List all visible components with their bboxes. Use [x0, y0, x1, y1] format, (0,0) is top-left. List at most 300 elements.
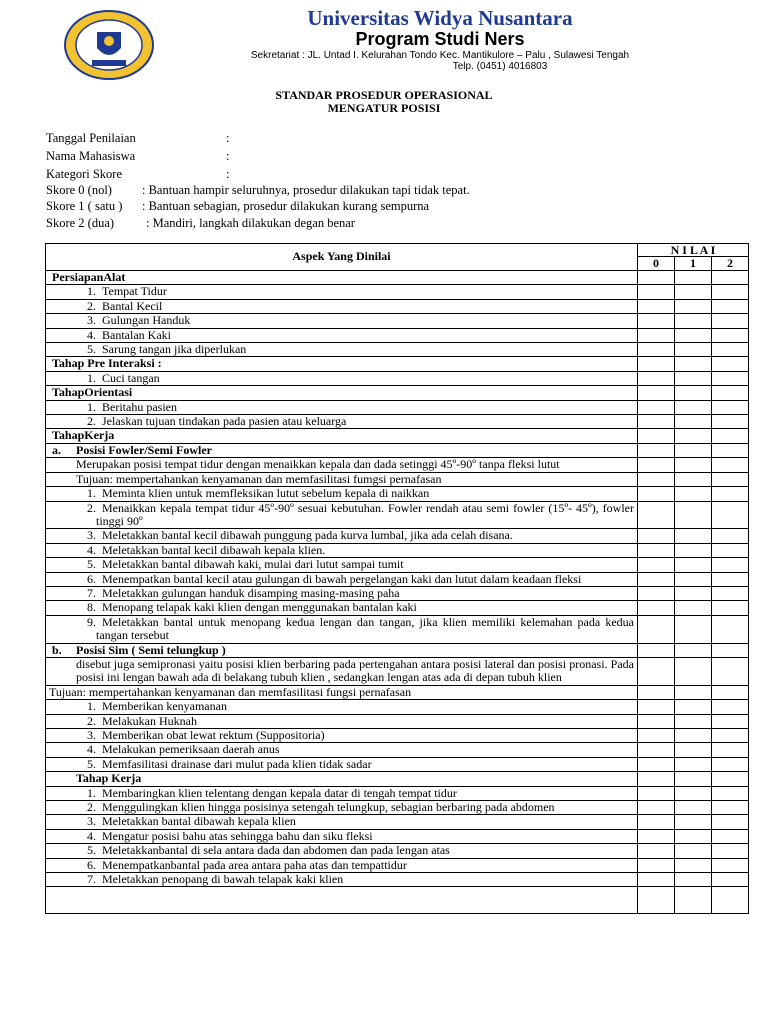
table-row: [46, 844, 749, 858]
score-cell[interactable]: [675, 529, 712, 543]
score-cell[interactable]: [712, 601, 749, 615]
score-cell[interactable]: [712, 400, 749, 414]
table-row: [46, 601, 749, 615]
list-item: [46, 299, 638, 313]
letterhead: [0, 0, 768, 80]
title-line-1: STANDAR PROSEDUR OPERASIONAL: [275, 88, 493, 102]
score-cell[interactable]: [675, 487, 712, 501]
score-cell[interactable]: [638, 844, 675, 858]
list-item: [46, 501, 638, 529]
score-cell[interactable]: [712, 858, 749, 872]
score-cell[interactable]: [712, 285, 749, 299]
university-logo-icon: [64, 10, 154, 80]
item-text: Menempatkanbantal pada area antara paha atas dan tempattidur: [102, 857, 407, 872]
table-row: [46, 400, 749, 414]
score-cell[interactable]: [675, 443, 712, 457]
table-row: [46, 757, 749, 771]
sub-title: Posisi Fowler/Semi Fowler: [76, 442, 212, 457]
nilai-header: N I L A I: [638, 244, 749, 257]
score-cell[interactable]: [675, 543, 712, 557]
aspek-header: Aspek Yang Dinilai: [46, 244, 638, 271]
item-text: Meletakkan gulungan handuk disamping masing-masing paha: [102, 585, 400, 600]
sim-tahap-kerja: Tahap Kerja: [46, 772, 638, 786]
score-cell[interactable]: [638, 429, 675, 443]
item-number: 8.: [87, 600, 96, 615]
score-cell[interactable]: [638, 501, 675, 529]
score-cell[interactable]: [712, 501, 749, 529]
score-cell[interactable]: [675, 887, 712, 914]
item-number: 4.: [87, 327, 96, 342]
item-number: 7.: [87, 585, 96, 600]
score-cell[interactable]: [638, 357, 675, 371]
item-text: Cuci tangan: [102, 370, 160, 385]
section-persiapan-row: [46, 271, 749, 285]
table-row: [46, 558, 749, 572]
item-number: 4.: [87, 542, 96, 557]
score-cell[interactable]: [712, 357, 749, 371]
score-cell[interactable]: [638, 657, 675, 685]
list-item: [46, 343, 638, 357]
sim-tahap-kerja-row: [46, 772, 749, 786]
score-cell[interactable]: [675, 400, 712, 414]
item-text: Sarung tangan jika diperlukan: [102, 342, 247, 357]
score-cell[interactable]: [712, 757, 749, 771]
score-cell[interactable]: [675, 844, 712, 858]
sim-tujuan: Tujuan: mempertahankan kenyamanan dan memfasilitasi fungsi pernafasan: [46, 685, 638, 699]
score-cell[interactable]: [675, 700, 712, 714]
item-number: 3.: [87, 528, 96, 543]
fowler-tujuan-row: [46, 472, 749, 486]
score-cell[interactable]: [712, 487, 749, 501]
item-text: Melakukan pemeriksaan daerah anus: [102, 742, 280, 757]
item-number: 5.: [87, 756, 96, 771]
score-cell[interactable]: [675, 472, 712, 486]
score-cell[interactable]: [638, 586, 675, 600]
table-row: [46, 501, 749, 529]
table-row: [46, 343, 749, 357]
score-cell[interactable]: [712, 615, 749, 643]
item-text: Meletakkanbantal di sela antara dada dan abdomen dan pada lengan atas: [102, 843, 450, 858]
item-text: Mengatur posisi bahu atas sehingga bahu dan siku fleksi: [102, 828, 373, 843]
item-text: Membaringkan klien telentang dengan kepala datar di tengah tempat tidur: [102, 785, 457, 800]
sub-letter: b.: [52, 642, 62, 657]
section-pre-interaksi: Tahap Pre Interaksi :: [46, 357, 638, 371]
item-number: 5.: [87, 843, 96, 858]
score-cell[interactable]: [712, 873, 749, 887]
info-colon: :: [226, 149, 230, 163]
list-item: [46, 586, 638, 600]
score-cell[interactable]: [712, 801, 749, 815]
list-item: [46, 815, 638, 829]
score-col-0: 0: [638, 257, 675, 271]
score-cell[interactable]: [675, 343, 712, 357]
item-text: Meletakkan bantal dibawah kepala klien: [102, 814, 296, 829]
score-cell[interactable]: [638, 801, 675, 815]
list-item: [46, 844, 638, 858]
score-cell[interactable]: [675, 801, 712, 815]
list-item: [46, 543, 638, 557]
score-cell[interactable]: [638, 443, 675, 457]
item-text: Beritahu pasien: [102, 399, 177, 414]
item-text: Tempat Tidur: [102, 284, 167, 299]
section-orientasi-row: [46, 386, 749, 400]
score-cell[interactable]: [638, 543, 675, 557]
score-cell[interactable]: [712, 815, 749, 829]
program-name: Program Studi Ners: [355, 29, 525, 49]
score-cell[interactable]: [675, 357, 712, 371]
subsection-fowler: [46, 443, 638, 457]
item-number: 3.: [87, 728, 96, 742]
skor-label: Skore 2 (dua): [46, 216, 115, 230]
score-cell[interactable]: [712, 657, 749, 685]
item-text: Bantalan Kaki: [102, 327, 171, 342]
score-cell[interactable]: [712, 829, 749, 843]
item-number: 2.: [87, 298, 96, 313]
table-row: [46, 415, 749, 429]
item-text: Meminta klien untuk memfleksikan lutut sebelum kepala di naikkan: [102, 486, 430, 501]
info-skor0: [46, 182, 470, 198]
skor-label: Skore 0 (nol): [46, 183, 112, 197]
table-row: [46, 586, 749, 600]
list-item: [46, 757, 638, 771]
table-row: [46, 285, 749, 299]
item-number: 9.: [87, 614, 96, 629]
table-row: [46, 714, 749, 728]
score-cell[interactable]: [638, 743, 675, 757]
table-row: [46, 328, 749, 342]
score-cell[interactable]: [638, 558, 675, 572]
score-cell[interactable]: [638, 299, 675, 313]
table-row: [46, 299, 749, 313]
list-item: [46, 601, 638, 615]
score-cell[interactable]: [638, 757, 675, 771]
score-cell[interactable]: [675, 299, 712, 313]
score-cell[interactable]: [638, 729, 675, 743]
info-skor1: [46, 198, 429, 214]
sim-tujuan-row: [46, 685, 749, 699]
section-persiapan: PersiapanAlat: [46, 271, 638, 285]
title-line-2: MENGATUR POSISI: [327, 101, 441, 115]
section-kerja: TahapKerja: [46, 429, 638, 443]
item-number: 2.: [87, 713, 96, 728]
score-cell[interactable]: [638, 487, 675, 501]
score-cell[interactable]: [712, 472, 749, 486]
table-row: [46, 786, 749, 800]
table-row: [46, 371, 749, 385]
score-cell[interactable]: [638, 472, 675, 486]
score-cell[interactable]: [638, 572, 675, 586]
score-cell[interactable]: [675, 271, 712, 285]
item-number: 1.: [87, 486, 96, 501]
item-text: Memberikan kenyamanan: [102, 699, 227, 714]
score-cell[interactable]: [712, 371, 749, 385]
score-cell[interactable]: [675, 314, 712, 328]
score-cell[interactable]: [675, 601, 712, 615]
item-text: Meletakkan bantal kecil dibawah punggung pada kurva lumbal, jika ada celah disana.: [102, 528, 513, 543]
score-cell[interactable]: [638, 829, 675, 843]
address-line: Sekretariat : JL. Untad I. Kelurahan Tondo Kec. Mantikulore – Palu , Sulawesi Tengah: [250, 50, 630, 61]
table-row: [46, 700, 749, 714]
sub-letter: a.: [52, 442, 61, 457]
fowler-description: Merupakan posisi tempat tidur dengan menaikkan kepala dan dada setinggi 45º-90º tanpa fleksi lutut: [46, 458, 638, 472]
score-cell[interactable]: [675, 873, 712, 887]
score-cell[interactable]: [712, 729, 749, 743]
subsection-fowler-row: [46, 443, 749, 457]
info-kategori: [46, 166, 230, 182]
list-item: [46, 700, 638, 714]
item-number: 1.: [87, 785, 96, 800]
info-colon: :: [226, 167, 230, 181]
table-row: [46, 873, 749, 887]
info-nama: [46, 148, 230, 164]
score-cell[interactable]: [712, 415, 749, 429]
empty-row: [46, 887, 749, 914]
item-text: Meletakkan bantal kecil dibawah kepala klien.: [102, 542, 326, 557]
item-number: 1.: [87, 399, 96, 414]
score-cell[interactable]: [712, 558, 749, 572]
score-cell[interactable]: [675, 657, 712, 685]
subsection-sim: [46, 643, 638, 657]
score-cell[interactable]: [712, 429, 749, 443]
sim-description: disebut juga semipronasi yaitu posisi klien berbaring pada pertengahan antara posisi lateral dan posisi pronasi. Pada posisi ini lengan bawah ada di belakang tubuh klien , sedangkan lengan atas ada di depan tubuh klien: [46, 657, 638, 685]
list-item: [46, 615, 638, 643]
item-number: 7.: [87, 872, 96, 887]
score-cell[interactable]: [675, 786, 712, 800]
document-title: [0, 89, 768, 115]
score-cell[interactable]: [675, 558, 712, 572]
score-cell[interactable]: [712, 786, 749, 800]
item-text: Meletakkan penopang di bawah telapak kaki klien: [102, 872, 344, 887]
list-item: [46, 400, 638, 414]
score-cell[interactable]: [712, 443, 749, 457]
list-item: [46, 285, 638, 299]
item-number: 1.: [87, 699, 96, 714]
item-number: 5.: [87, 557, 96, 572]
score-col-1: 1: [675, 257, 712, 271]
section-pre-interaksi-row: [46, 357, 749, 371]
score-cell[interactable]: [675, 328, 712, 342]
score-cell[interactable]: [675, 829, 712, 843]
score-cell[interactable]: [638, 685, 675, 699]
score-cell[interactable]: [712, 685, 749, 699]
list-item: [46, 714, 638, 728]
info-label: Kategori Skore: [46, 167, 123, 181]
info-label: Tanggal Penilaian: [46, 131, 136, 145]
score-cell[interactable]: [675, 685, 712, 699]
table-row: [46, 314, 749, 328]
item-text: Menopang telapak kaki klien dengan menggunakan bantalan kaki: [102, 600, 417, 615]
score-cell[interactable]: [712, 743, 749, 757]
list-item: [46, 786, 638, 800]
item-number: 4.: [87, 742, 96, 757]
score-cell[interactable]: [638, 285, 675, 299]
item-number: 6.: [87, 571, 96, 586]
item-number: 2.: [87, 414, 96, 429]
score-cell[interactable]: [712, 714, 749, 728]
score-cell[interactable]: [638, 873, 675, 887]
score-cell[interactable]: [712, 328, 749, 342]
list-item: [46, 328, 638, 342]
score-cell[interactable]: [638, 314, 675, 328]
score-cell[interactable]: [712, 386, 749, 400]
score-cell[interactable]: [712, 844, 749, 858]
score-cell[interactable]: [675, 615, 712, 643]
score-cell[interactable]: [675, 858, 712, 872]
item-number: 1.: [87, 284, 96, 299]
score-cell[interactable]: [675, 643, 712, 657]
list-item: [46, 858, 638, 872]
item-number: 3.: [87, 313, 96, 328]
table-row: [46, 815, 749, 829]
score-cell[interactable]: [712, 643, 749, 657]
score-cell[interactable]: [712, 586, 749, 600]
score-cell[interactable]: [675, 386, 712, 400]
score-cell[interactable]: [675, 429, 712, 443]
list-item: [46, 487, 638, 501]
assessment-table: [45, 243, 749, 914]
score-cell[interactable]: [712, 314, 749, 328]
subsection-sim-row: [46, 643, 749, 657]
score-cell[interactable]: [675, 714, 712, 728]
table-row: [46, 487, 749, 501]
score-cell[interactable]: [638, 858, 675, 872]
score-cell[interactable]: [638, 415, 675, 429]
score-cell[interactable]: [675, 285, 712, 299]
item-number: 2.: [87, 500, 96, 515]
item-text: Menaikkan kepala tempat tidur 45º-90º sesuai kebutuhan. Fowler rendah atau semi fowler (15º- 45º), fowler tinggi 90º: [96, 500, 634, 528]
list-item: [46, 743, 638, 757]
skor-desc: : Bantuan hampir seluruhnya, prosedur dilakukan tapi tidak tepat.: [142, 183, 470, 197]
table-row: [46, 615, 749, 643]
score-cell[interactable]: [638, 328, 675, 342]
list-item: [46, 729, 638, 743]
score-cell[interactable]: [675, 501, 712, 529]
score-cell[interactable]: [675, 757, 712, 771]
info-label: Nama Mahasiswa: [46, 149, 136, 163]
score-cell[interactable]: [712, 343, 749, 357]
score-cell[interactable]: [675, 415, 712, 429]
score-cell[interactable]: [675, 586, 712, 600]
score-cell[interactable]: [638, 458, 675, 472]
item-text: Menggulingkan klien hingga posisinya setengah telungkup, sebagian berbaring pada abdomen: [102, 800, 555, 815]
empty-cell: [46, 887, 638, 914]
score-cell[interactable]: [712, 700, 749, 714]
score-cell[interactable]: [638, 815, 675, 829]
item-number: 6.: [87, 857, 96, 872]
skor-desc: : Mandiri, langkah dilakukan degan benar: [146, 216, 355, 230]
list-item: [46, 371, 638, 385]
item-number: 4.: [87, 828, 96, 843]
address: [190, 50, 690, 72]
score-cell[interactable]: [638, 371, 675, 385]
item-text: Melakukan Huknah: [102, 713, 197, 728]
list-item: [46, 829, 638, 843]
score-cell[interactable]: [638, 615, 675, 643]
score-cell[interactable]: [638, 400, 675, 414]
item-text: Bantal Kecil: [102, 298, 163, 313]
score-cell[interactable]: [712, 271, 749, 285]
score-cell[interactable]: [675, 458, 712, 472]
section-orientasi: TahapOrientasi: [46, 386, 638, 400]
score-cell[interactable]: [638, 887, 675, 914]
item-text: Meletakkan bantal untuk menopang kedua lengan dan tangan, jika klien memiliki kelemahan pada kedua tangan tersebut: [96, 614, 634, 643]
score-cell[interactable]: [675, 815, 712, 829]
table-row: [46, 801, 749, 815]
sub-title: Posisi Sim ( Semi telungkup ): [76, 642, 226, 657]
score-cell[interactable]: [638, 386, 675, 400]
list-item: [46, 558, 638, 572]
list-item: [46, 415, 638, 429]
item-text: Memberikan obat lewat rektum (Suppositoria): [102, 728, 325, 742]
score-cell[interactable]: [638, 786, 675, 800]
skor-label: Skore 1 ( satu ): [46, 199, 123, 213]
info-colon: :: [226, 131, 230, 145]
score-cell[interactable]: [712, 299, 749, 313]
item-number: 5.: [87, 342, 96, 357]
list-item: [46, 873, 638, 887]
list-item: [46, 572, 638, 586]
item-text: Memfasilitasi drainase dari mulut pada klien tidak sadar: [102, 756, 372, 771]
section-kerja-row: [46, 429, 749, 443]
university-name: Universitas Widya Nusantara: [307, 6, 573, 30]
list-item: [46, 314, 638, 328]
score-cell[interactable]: [712, 572, 749, 586]
item-text: Meletakkan bantal dibawah kaki, mulai dari lutut sampai tumit: [102, 557, 404, 572]
table-row: [46, 858, 749, 872]
item-number: 1.: [87, 370, 96, 385]
phone-line: Telp. (0451) 4016803: [452, 61, 548, 72]
score-cell[interactable]: [638, 643, 675, 657]
score-cell[interactable]: [638, 529, 675, 543]
info-tanggal: [46, 130, 230, 146]
score-cell[interactable]: [638, 700, 675, 714]
fowler-tujuan: Tujuan: mempertahankan kenyamanan dan memfasilitasi fumgsi pernafasan: [46, 472, 638, 486]
score-cell[interactable]: [638, 271, 675, 285]
score-cell[interactable]: [675, 772, 712, 786]
item-number: 3.: [87, 814, 96, 829]
table-row: [46, 729, 749, 743]
score-cell[interactable]: [675, 743, 712, 757]
score-cell[interactable]: [712, 772, 749, 786]
table-header-row: [46, 244, 749, 257]
score-cell[interactable]: [712, 529, 749, 543]
score-cell[interactable]: [675, 729, 712, 743]
score-cell[interactable]: [638, 343, 675, 357]
score-cell[interactable]: [675, 572, 712, 586]
table-row: [46, 743, 749, 757]
score-cell[interactable]: [712, 887, 749, 914]
info-skor2: [46, 215, 355, 231]
item-text: Jelaskan tujuan tindakan pada pasien atau keluarga: [102, 414, 347, 429]
skor-desc: : Bantuan sebagian, prosedur dilakukan kurang sempurna: [142, 199, 430, 213]
item-number: 2.: [87, 800, 96, 815]
item-text: Menempatkan bantal kecil atau gulungan di bawah pergelangan kaki dan lutut dalam keadaan fleksi: [102, 571, 582, 586]
score-cell[interactable]: [675, 371, 712, 385]
table-row: [46, 572, 749, 586]
score-cell[interactable]: [712, 458, 749, 472]
table-row: [46, 543, 749, 557]
table-row: [46, 529, 749, 543]
score-cell[interactable]: [638, 714, 675, 728]
item-text: Gulungan Handuk: [102, 313, 191, 328]
table-row: [46, 829, 749, 843]
list-item: [46, 529, 638, 543]
list-item: [46, 801, 638, 815]
score-cell[interactable]: [638, 601, 675, 615]
score-cell[interactable]: [712, 543, 749, 557]
score-cell[interactable]: [638, 772, 675, 786]
fowler-description-row: [46, 458, 749, 472]
